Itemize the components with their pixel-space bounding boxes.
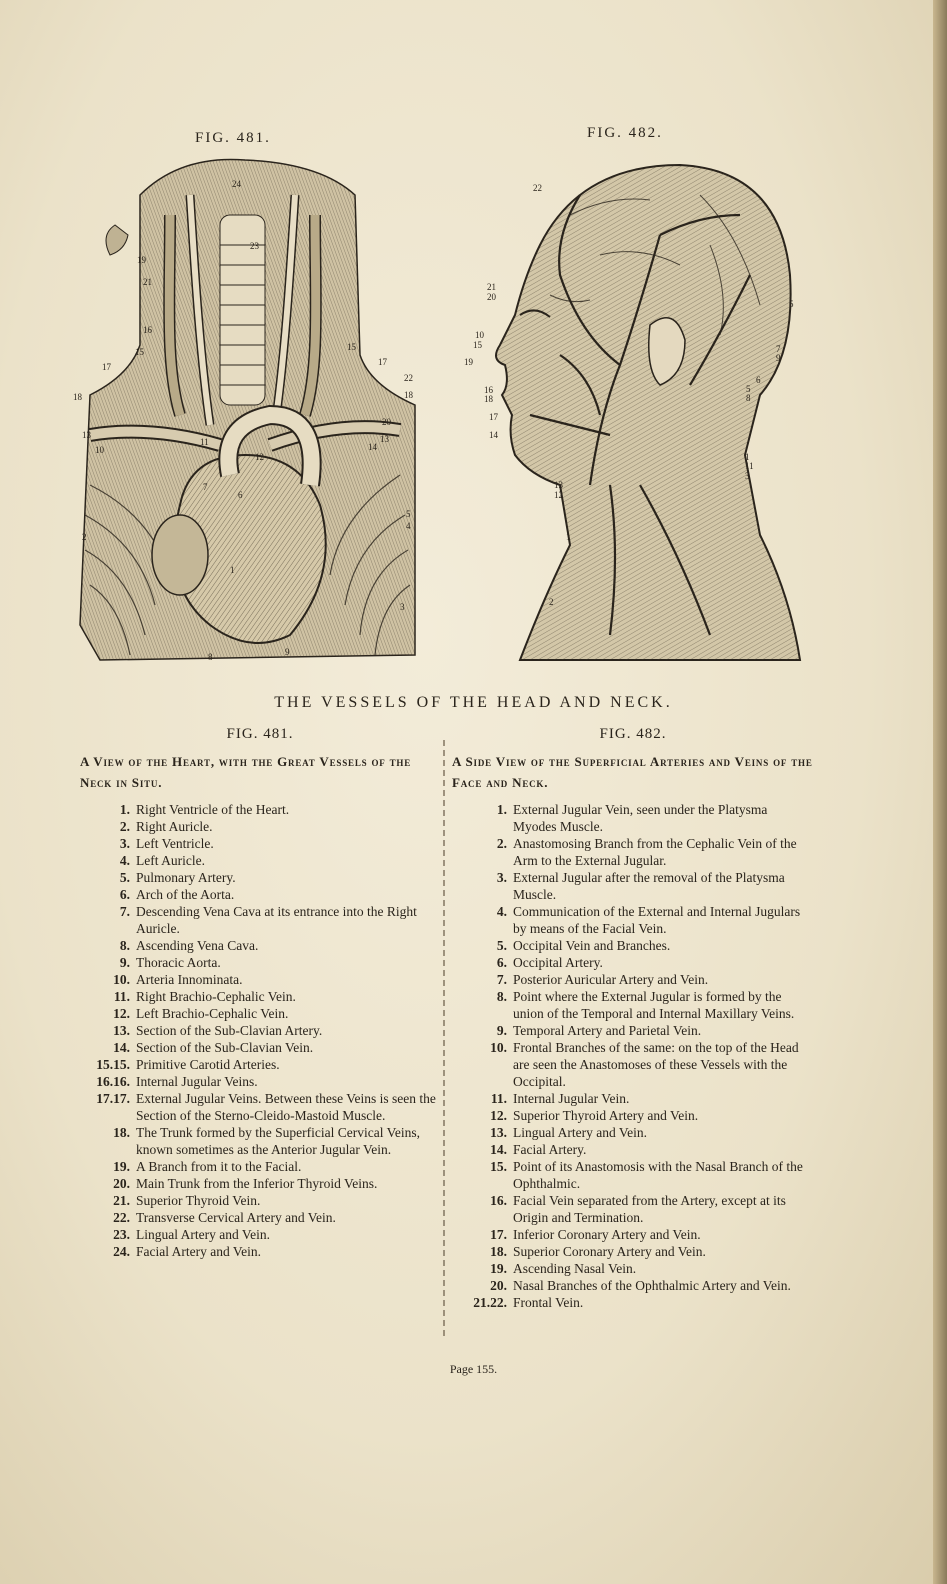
- svg-text:12: 12: [255, 452, 264, 462]
- legend-item: [80, 1226, 440, 1243]
- fig-482-legend: [452, 726, 814, 1311]
- svg-text:1: 1: [230, 565, 235, 575]
- legend-item: [80, 1158, 440, 1175]
- legend-item: [80, 852, 440, 869]
- legend-item-text: Left Ventricle.: [136, 836, 214, 851]
- legend-item-text: Left Auricle.: [136, 853, 205, 868]
- legend-item: [80, 869, 440, 886]
- fig-482-items: [452, 801, 814, 1311]
- legend-item-number: 19.: [113, 1159, 130, 1174]
- legend-item: [452, 1022, 814, 1039]
- legend-item-text: External Jugular after the removal of the Platysma Muscle.: [513, 870, 785, 902]
- legend-item-number: 6.: [119, 887, 130, 902]
- svg-text:21: 21: [487, 282, 496, 292]
- legend-item-text: The Trunk formed by the Superficial Cervical Veins, known sometimes as the Anterior Jugular Vein.: [136, 1125, 420, 1157]
- legend-item-number: 13.: [113, 1023, 130, 1038]
- legend-item-number: 13.: [490, 1125, 507, 1140]
- svg-text:3: 3: [400, 602, 405, 612]
- legend-item-text: Point of its Anastomosis with the Nasal Branch of the Ophthalmic.: [513, 1159, 803, 1191]
- legend-item-number: 2.: [496, 836, 507, 851]
- legend-item-number: 6.: [496, 955, 507, 970]
- svg-text:9: 9: [776, 353, 781, 363]
- svg-text:19: 19: [464, 357, 473, 367]
- legend-item: [80, 1039, 440, 1056]
- legend-item-number: 16.: [490, 1193, 507, 1208]
- legend-item: [452, 1192, 814, 1226]
- legend-item-number: 21.22.: [473, 1295, 507, 1310]
- legend-item-text: External Jugular Veins. Between these Veins is seen the Section of the Sterno-Cleido-Mastoid Muscle.: [136, 1091, 436, 1123]
- legend-item: [80, 1005, 440, 1022]
- legend-item: [452, 1039, 814, 1090]
- legend-item-text: Frontal Vein.: [513, 1295, 584, 1310]
- legend-item-number: 17.: [490, 1227, 507, 1242]
- legend-item-number: 20.: [490, 1278, 507, 1293]
- legend-item-number: 11.: [113, 989, 130, 1004]
- legend-item: [80, 835, 440, 852]
- legend-item-number: 18.: [113, 1125, 130, 1140]
- legend-item-text: Facial Artery and Vein.: [136, 1244, 261, 1259]
- legend-item-text: Occipital Vein and Branches.: [513, 938, 671, 953]
- legend-item-number: 7.: [119, 904, 130, 919]
- fig-482-heading: FIG. 482.: [599, 726, 667, 742]
- fig-482-label: FIG. 482.: [587, 125, 663, 141]
- svg-text:16: 16: [484, 385, 493, 395]
- legend-item-text: Superior Thyroid Vein.: [136, 1193, 261, 1208]
- legend-item: [80, 988, 440, 1005]
- legend-item-text: Thoracic Aorta.: [136, 955, 221, 970]
- fig-481-description: A View of the Heart, with the Great Vessels of the Neck in Situ.: [80, 754, 412, 790]
- legend-item-number: 1.: [119, 802, 130, 817]
- legend-item: [80, 801, 440, 818]
- svg-text:16: 16: [143, 325, 152, 335]
- svg-text:11: 11: [745, 461, 754, 471]
- legend-item-number: 22.: [113, 1210, 130, 1225]
- head-face-vessels-illustration: [460, 155, 805, 665]
- legend-item-number: 11.: [490, 1091, 507, 1106]
- svg-text:1: 1: [745, 452, 750, 462]
- legend-item-number: 20.: [113, 1176, 130, 1191]
- legend-item-number: 24.: [113, 1244, 130, 1259]
- svg-text:22: 22: [404, 373, 413, 383]
- legend-item: [452, 971, 814, 988]
- legend-item-text: Section of the Sub-Clavian Vein.: [136, 1040, 314, 1055]
- legend-item-number: 10.: [490, 1040, 507, 1055]
- svg-text:10: 10: [475, 330, 484, 340]
- legend-item-text: Communication of the External and Internal Jugulars by means of the Facial Vein.: [513, 904, 801, 936]
- svg-text:17: 17: [489, 412, 498, 422]
- legend-item: [80, 1124, 440, 1158]
- svg-text:3: 3: [745, 471, 750, 481]
- legend-item-text: Section of the Sub-Clavian Artery.: [136, 1023, 323, 1038]
- svg-text:6: 6: [238, 490, 243, 500]
- legend-item-text: Primitive Carotid Arteries.: [136, 1057, 280, 1072]
- legend-item-number: 9.: [119, 955, 130, 970]
- legend-item-number: 17.17.: [96, 1091, 130, 1106]
- legend-item-text: Lingual Artery and Vein.: [136, 1227, 270, 1242]
- svg-text:14: 14: [368, 442, 377, 452]
- svg-text:1: 1: [566, 532, 571, 542]
- fig-481-label: FIG. 481.: [195, 130, 271, 146]
- legend-item-text: Ascending Nasal Vein.: [513, 1261, 637, 1276]
- book-spine-edge: [933, 0, 947, 1584]
- legend-item-text: Facial Artery.: [513, 1142, 587, 1157]
- legend-item-text: Temporal Artery and Parietal Vein.: [513, 1023, 702, 1038]
- svg-text:5: 5: [406, 509, 411, 519]
- heart-neck-vessels-illustration: [70, 155, 420, 665]
- svg-text:15: 15: [347, 342, 356, 352]
- legend-item-text: Right Auricle.: [136, 819, 213, 834]
- svg-text:2: 2: [549, 597, 554, 607]
- fig-481-legend: [80, 726, 440, 1260]
- legend-item-text: Superior Coronary Artery and Vein.: [513, 1244, 706, 1259]
- legend-item-number: 7.: [496, 972, 507, 987]
- legend-item-number: 21.: [113, 1193, 130, 1208]
- legend-item: [80, 1243, 440, 1260]
- legend-item: [80, 818, 440, 835]
- legend-item: [80, 1175, 440, 1192]
- svg-text:13: 13: [82, 430, 91, 440]
- fig-481-heading: FIG. 481.: [226, 726, 294, 742]
- legend-item: [452, 937, 814, 954]
- column-divider: [443, 740, 445, 1340]
- legend-item: [452, 903, 814, 937]
- svg-text:2: 2: [82, 532, 87, 542]
- legend-item-number: 3.: [496, 870, 507, 885]
- legend-item: [80, 1056, 440, 1073]
- legend-item-number: 10.: [113, 972, 130, 987]
- legend-item-text: Pulmonary Artery.: [136, 870, 236, 885]
- svg-text:14: 14: [489, 430, 498, 440]
- svg-text:18: 18: [73, 392, 82, 402]
- legend-item-number: 19.: [490, 1261, 507, 1276]
- svg-text:12: 12: [554, 490, 563, 500]
- legend-item-text: Lingual Artery and Vein.: [513, 1125, 647, 1140]
- legend-item-number: 15.: [490, 1159, 507, 1174]
- svg-text:22: 22: [533, 183, 542, 193]
- legend-item-text: Main Trunk from the Inferior Thyroid Veins.: [136, 1176, 378, 1191]
- legend-item: [452, 1124, 814, 1141]
- legend-item-text: Posterior Auricular Artery and Vein.: [513, 972, 709, 987]
- svg-text:11: 11: [200, 437, 209, 447]
- legend-item-number: 2.: [119, 819, 130, 834]
- legend-item: [452, 801, 814, 835]
- legend-item: [452, 1294, 814, 1311]
- legend-item: [80, 886, 440, 903]
- page-number: Page 155.: [449, 1362, 498, 1376]
- legend-item-number: 4.: [119, 853, 130, 868]
- svg-text:10: 10: [95, 445, 104, 455]
- legend-item-number: 23.: [113, 1227, 130, 1242]
- svg-text:20: 20: [487, 292, 496, 302]
- svg-text:7: 7: [776, 344, 781, 354]
- legend-item-text: Arch of the Aorta.: [136, 887, 235, 902]
- page-title: THE VESSELS OF THE HEAD AND NECK.: [274, 694, 673, 711]
- legend-item-number: 8.: [496, 989, 507, 1004]
- legend-item-number: 4.: [496, 904, 507, 919]
- legend-item-text: External Jugular Vein, seen under the Platysma Myodes Muscle.: [513, 802, 768, 834]
- legend-item: [80, 954, 440, 971]
- fig-481-items: [80, 801, 440, 1260]
- svg-text:23: 23: [250, 241, 259, 251]
- legend-item: [452, 1277, 814, 1294]
- legend-item-number: 8.: [119, 938, 130, 953]
- svg-text:5: 5: [789, 299, 794, 309]
- svg-text:13: 13: [380, 434, 389, 444]
- svg-text:8: 8: [746, 393, 751, 403]
- legend-item-text: Inferior Coronary Artery and Vein.: [513, 1227, 701, 1242]
- legend-item-number: 18.: [490, 1244, 507, 1259]
- legend-item-text: Transverse Cervical Artery and Vein.: [136, 1210, 336, 1225]
- legend-item-text: Ascending Vena Cava.: [136, 938, 259, 953]
- legend-item-text: Right Brachio-Cephalic Vein.: [136, 989, 296, 1004]
- legend-item: [80, 1209, 440, 1226]
- legend-item-text: Internal Jugular Veins.: [136, 1074, 258, 1089]
- legend-item: [80, 1073, 440, 1090]
- svg-text:15: 15: [135, 347, 144, 357]
- svg-text:4: 4: [406, 521, 411, 531]
- svg-text:9: 9: [285, 647, 290, 657]
- fig-482-description: A Side View of the Superficial Arteries and Veins of the Face and Neck.: [452, 754, 813, 790]
- legend-item-number: 14.: [113, 1040, 130, 1055]
- legend-item-number: 1.: [496, 802, 507, 817]
- legend-item: [452, 1141, 814, 1158]
- svg-text:18: 18: [404, 390, 413, 400]
- legend-item-text: Right Ventricle of the Heart.: [136, 802, 290, 817]
- legend-item-text: Descending Vena Cava at its entrance into the Right Auricle.: [136, 904, 417, 936]
- legend-item: [80, 937, 440, 954]
- legend-item-text: Facial Vein separated from the Artery, except at its Origin and Termination.: [513, 1193, 786, 1225]
- legend-item-text: Superior Thyroid Artery and Vein.: [513, 1108, 699, 1123]
- legend-item: [80, 971, 440, 988]
- legend-item: [452, 1158, 814, 1192]
- legend-item: [452, 954, 814, 971]
- legend-item: [80, 1022, 440, 1039]
- svg-text:6: 6: [756, 375, 761, 385]
- svg-text:17: 17: [378, 357, 387, 367]
- legend-item-text: A Branch from it to the Facial.: [136, 1159, 302, 1174]
- svg-text:15: 15: [473, 340, 482, 350]
- legend-item: [80, 903, 440, 937]
- legend-item-text: Arteria Innominata.: [136, 972, 243, 987]
- legend-item-text: Internal Jugular Vein.: [513, 1091, 630, 1106]
- legend-item: [452, 988, 814, 1022]
- svg-text:17: 17: [102, 362, 111, 372]
- svg-text:21: 21: [143, 277, 152, 287]
- legend-item-text: Left Brachio-Cephalic Vein.: [136, 1006, 289, 1021]
- legend-item: [452, 1226, 814, 1243]
- svg-text:8: 8: [208, 652, 213, 662]
- legend-item-text: Anastomosing Branch from the Cephalic Vein of the Arm to the External Jugular.: [513, 836, 797, 868]
- legend-item-number: 5.: [119, 870, 130, 885]
- legend-item-number: 5.: [496, 938, 507, 953]
- legend-item-text: Nasal Branches of the Ophthalmic Artery and Vein.: [513, 1278, 791, 1293]
- legend-item: [452, 1243, 814, 1260]
- legend-item: [80, 1090, 440, 1124]
- svg-text:19: 19: [137, 255, 146, 265]
- legend-item-number: 12.: [113, 1006, 130, 1021]
- legend-item-number: 15.15.: [96, 1057, 130, 1072]
- svg-text:18: 18: [484, 394, 493, 404]
- svg-text:5: 5: [746, 384, 751, 394]
- svg-text:7: 7: [203, 482, 208, 492]
- legend-item: [452, 1107, 814, 1124]
- svg-text:20: 20: [382, 417, 391, 427]
- legend-item-number: 16.16.: [96, 1074, 130, 1089]
- legend-item: [452, 1090, 814, 1107]
- legend-item-text: Frontal Branches of the same: on the top of the Head are seen the Anastomoses of these Vessels with the Occipital.: [513, 1040, 799, 1089]
- legend-item-text: Point where the External Jugular is formed by the union of the Temporal and Internal Maxillary Veins.: [513, 989, 795, 1021]
- svg-text:24: 24: [232, 179, 241, 189]
- legend-item-number: 9.: [496, 1023, 507, 1038]
- legend-item-number: 14.: [490, 1142, 507, 1157]
- legend-item: [452, 1260, 814, 1277]
- legend-item: [452, 869, 814, 903]
- svg-text:13: 13: [554, 480, 563, 490]
- legend-item: [80, 1192, 440, 1209]
- legend-item-number: 12.: [490, 1108, 507, 1123]
- legend-item-text: Occipital Artery.: [513, 955, 603, 970]
- legend-item-number: 3.: [119, 836, 130, 851]
- legend-item: [452, 835, 814, 869]
